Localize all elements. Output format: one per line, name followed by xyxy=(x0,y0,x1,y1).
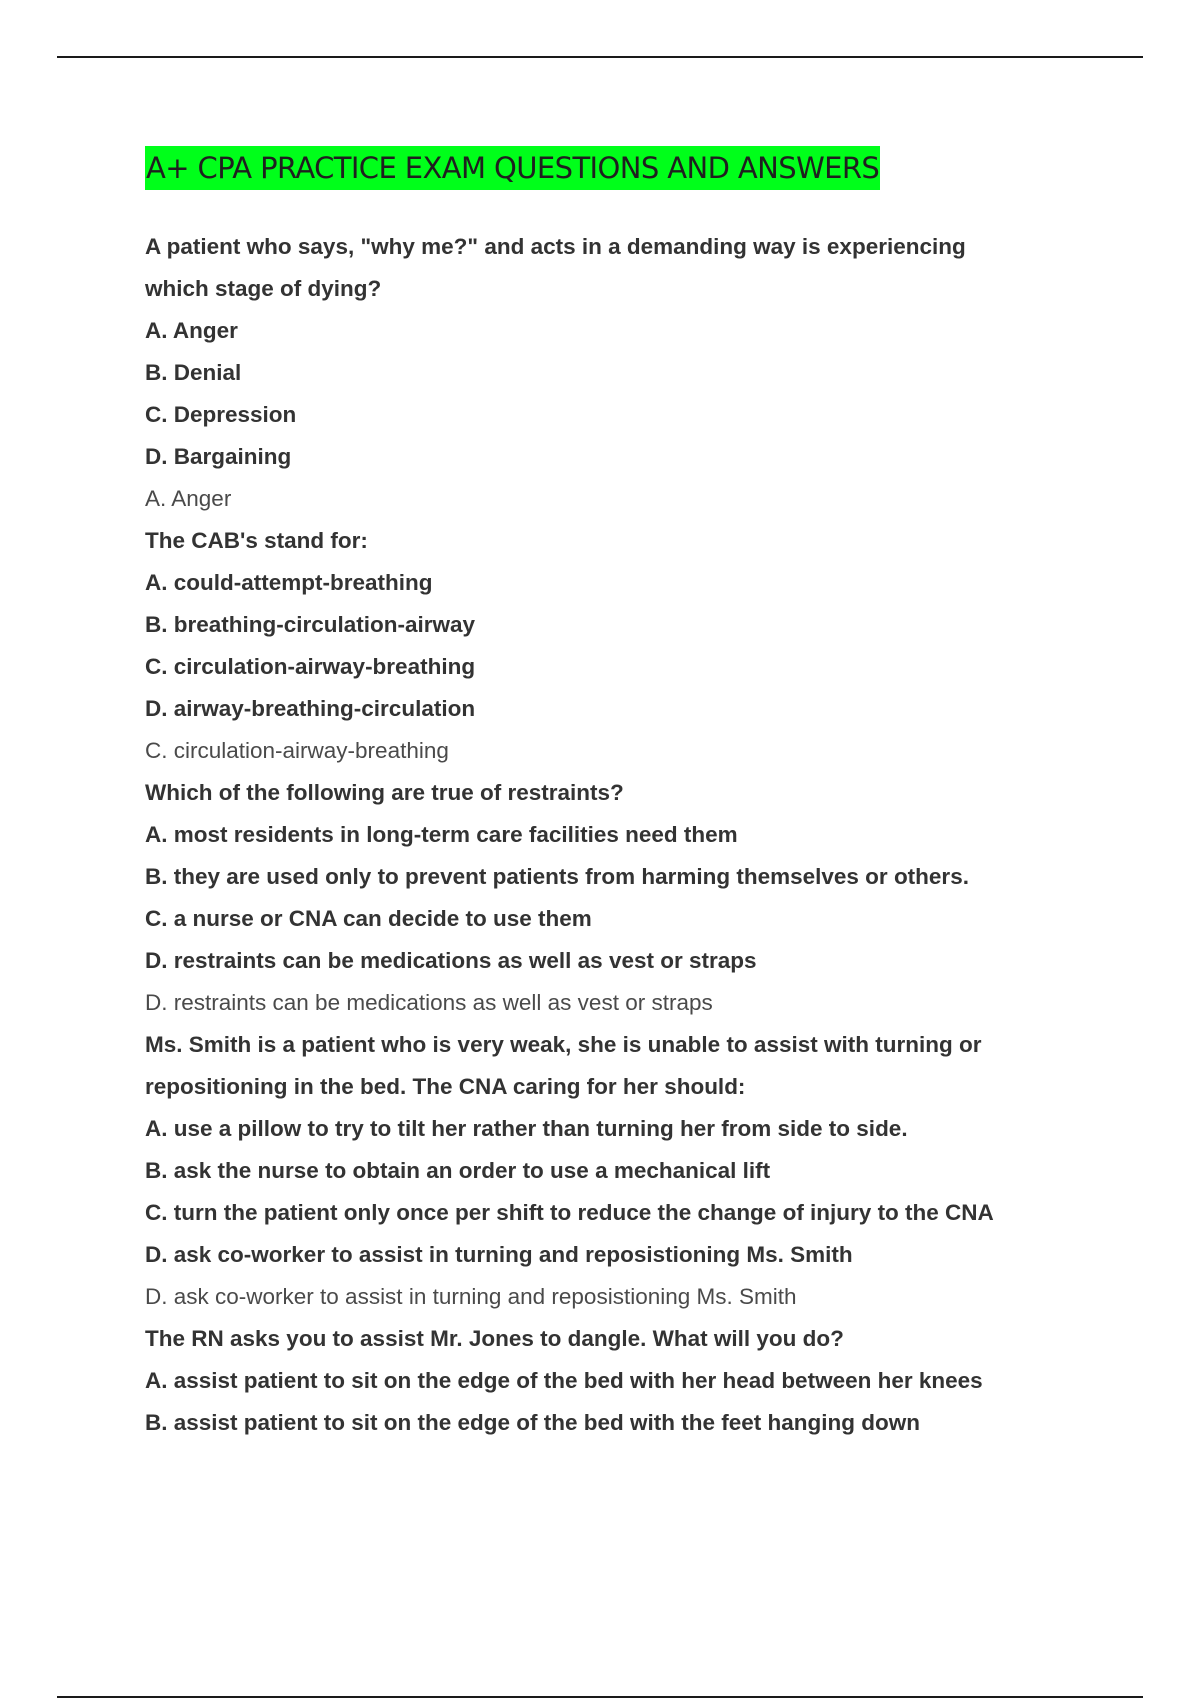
qa-list xyxy=(145,226,1085,1444)
question-text: The CAB's stand for: xyxy=(145,528,368,553)
answer-text: D. restraints can be medications as well as vest or straps xyxy=(145,990,713,1015)
question-block-2 xyxy=(145,520,1085,772)
option-a: A. assist patient to sit on the edge of the bed with her head between her knees xyxy=(145,1368,983,1393)
answer-text: A. Anger xyxy=(145,486,232,511)
option-a: A. most residents in long-term care facilities need them xyxy=(145,822,738,847)
question-text: A patient who says, "why me?" and acts in a demanding way is experiencing xyxy=(145,234,966,259)
option-b: B. ask the nurse to obtain an order to use a mechanical lift xyxy=(145,1158,771,1183)
page-content xyxy=(145,146,1085,1444)
option-c: C. turn the patient only once per shift to reduce the change of injury to the CNA xyxy=(145,1200,994,1225)
option-b: B. assist patient to sit on the edge of the bed with the feet hanging down xyxy=(145,1410,921,1435)
option-c: C. Depression xyxy=(145,402,297,427)
answer-text: D. ask co-worker to assist in turning and reposistioning Ms. Smith xyxy=(145,1284,797,1309)
option-b: B. breathing-circulation-airway xyxy=(145,612,476,637)
option-c: C. circulation-airway-breathing xyxy=(145,654,476,679)
question-text: which stage of dying? xyxy=(145,276,382,301)
question-text: Which of the following are true of restraints? xyxy=(145,780,624,805)
question-text: repositioning in the bed. The CNA caring for her should: xyxy=(145,1074,746,1099)
question-block-1 xyxy=(145,226,1085,520)
question-block-3 xyxy=(145,772,1085,1024)
option-b: B. they are used only to prevent patients from harming themselves or others. xyxy=(145,864,969,889)
option-a: A. could-attempt-breathing xyxy=(145,570,433,595)
footer-rule xyxy=(57,1696,1143,1698)
document-title: A+ CPA PRACTICE EXAM QUESTIONS AND ANSWERS xyxy=(145,146,880,190)
option-d: D. Bargaining xyxy=(145,444,292,469)
option-d: D. restraints can be medications as well as vest or straps xyxy=(145,948,757,973)
option-d: D. airway-breathing-circulation xyxy=(145,696,476,721)
question-block-4 xyxy=(145,1024,1085,1318)
option-d: D. ask co-worker to assist in turning and reposistioning Ms. Smith xyxy=(145,1242,853,1267)
answer-text: C. circulation-airway-breathing xyxy=(145,738,449,763)
option-b: B. Denial xyxy=(145,360,242,385)
header-rule xyxy=(57,56,1143,58)
question-text: Ms. Smith is a patient who is very weak, she is unable to assist with turning or xyxy=(145,1032,982,1057)
option-a: A. use a pillow to try to tilt her rather than turning her from side to side. xyxy=(145,1116,908,1141)
option-c: C. a nurse or CNA can decide to use them xyxy=(145,906,592,931)
question-block-5 xyxy=(145,1318,1085,1444)
option-a: A. Anger xyxy=(145,318,238,343)
question-text: The RN asks you to assist Mr. Jones to dangle. What will you do? xyxy=(145,1326,844,1351)
